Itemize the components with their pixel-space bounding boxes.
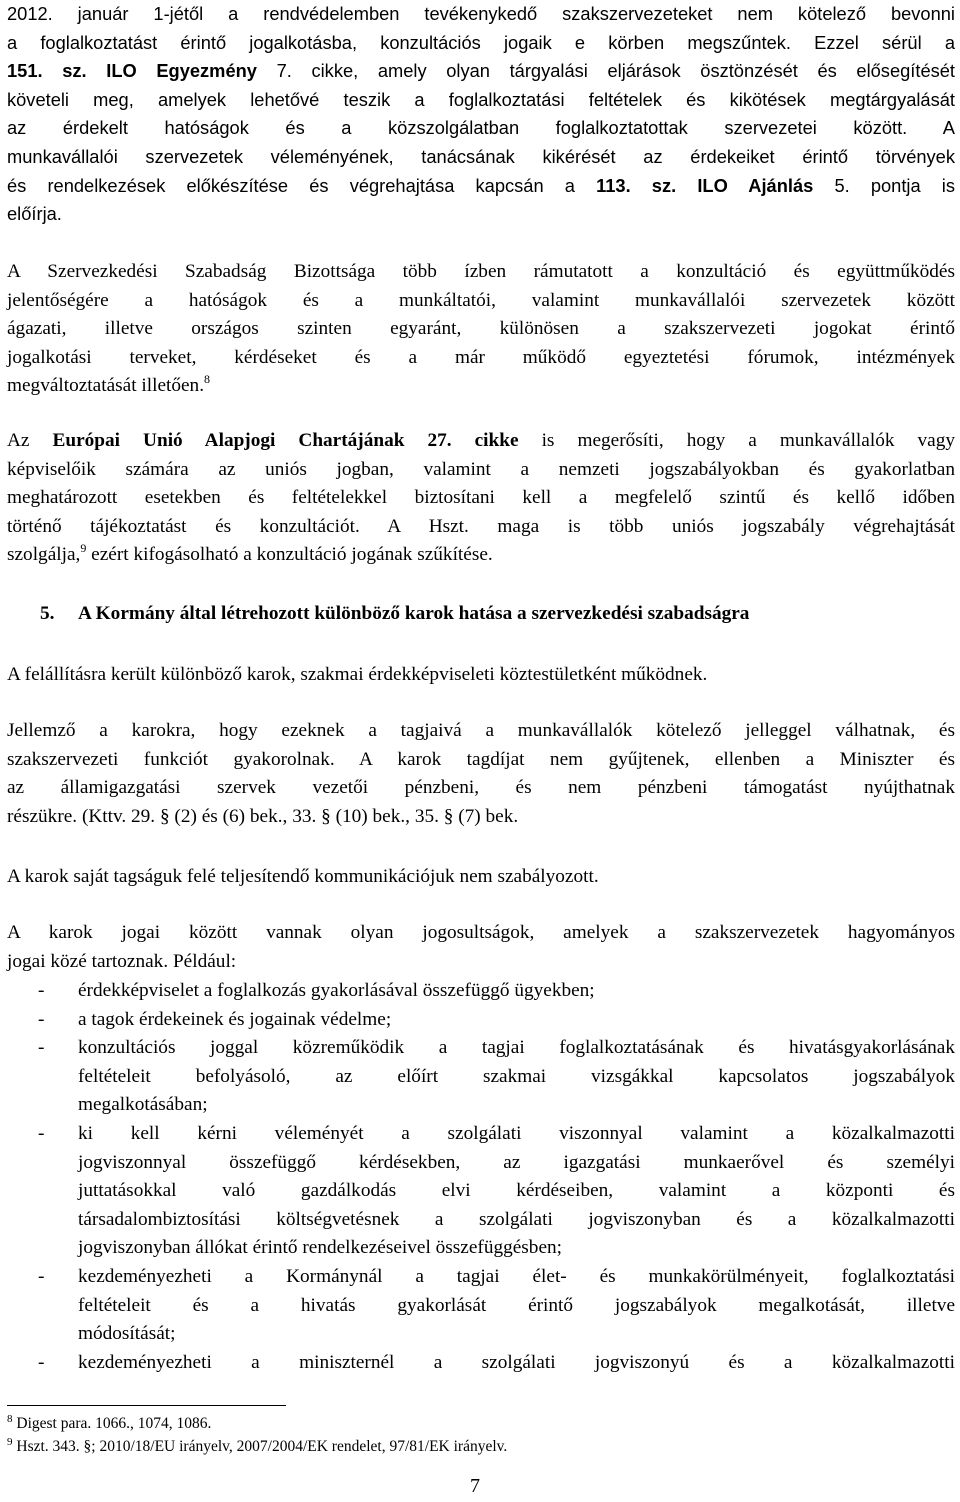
text-line: érdekképviselet a foglalkozás gyakorlásával összefüggő ügyekben; — [78, 980, 595, 1001]
rights-list — [38, 977, 955, 1377]
text-line: A felállításra került különböző karok, szakmai érdekképviseleti köztestületként működnek. — [7, 664, 708, 685]
text-line: jogalkotási terveket, kérdéseket és a már működő egyeztetési fórumok, intézmények — [7, 346, 955, 368]
text-line: jogviszonnyal összefüggő kérdésekben, az igazgatási munkaerővel és személyi — [78, 1151, 955, 1173]
page-number: 7 — [470, 1475, 480, 1497]
text-line: Jellemző a karokra, hogy ezeknek a tagjaivá a munkavállalók kötelező jelleggel válhatnak, és — [7, 720, 955, 741]
ilo-recommendation-ref: 113. sz. ILO Ajánlás — [596, 174, 814, 196]
footnote-text: Hszt. 343. §; 2010/18/EU irányelv, 2007/2004/EK rendelet, 97/81/EK irányelv. — [12, 1438, 508, 1455]
footnote-9 — [7, 1437, 507, 1457]
text-line: követeli meg, amelyek lehetővé teszik a foglalkoztatási feltételek és kikötések megtárgyalását — [7, 88, 955, 110]
paragraph-kommunikacio — [7, 863, 955, 892]
text-line: 2012. január 1-jétől a rendvédelemben tevékenykedő szakszervezeteket nem kötelező bevonni — [7, 3, 955, 24]
text-line: szakszervezeti funkciót gyakorolnak. A karok tagdíjat nem gyűjtenek, ellenben a Miniszter és — [7, 748, 955, 770]
list-dash: - — [38, 1122, 45, 1144]
section-heading — [40, 603, 955, 625]
text-line: megváltoztatását illetően.$^8$ — [7, 372, 211, 397]
text-line: juttatásokkal való gazdálkodás elvi kérdéseiben, valamint a központi és — [78, 1180, 955, 1202]
text-line: részükre. (Kttv. 29. § (2) és (6) bek., 33. § (10) bek., 35. § (7) bek. — [7, 805, 519, 827]
text-line: A karok jogai között vannak olyan jogosultságok, amelyek a szakszervezetek hagyományos — [7, 922, 955, 943]
text-line: az érdekelt hatóságok és a közszolgálatban foglalkoztatottak szervezetei között. A — [7, 117, 955, 139]
charter-ref: Európai Unió Alapjogi Chartájának 27. cikke — [52, 430, 519, 451]
text-line: és rendelkezések előkészítése és végrehajtása kapcsán a 113. sz. ILO Ajánlás 5. pontja is — [7, 174, 955, 196]
paragraph-karok-jogai — [7, 919, 955, 976]
text-line: feltételeit befolyásoló, az előírt szakmai vizsgákkal kapcsolatos jogszabályok — [78, 1065, 955, 1087]
text-line: Az Európai Unió Alapjogi Chartájának 27. cikke is megerősíti, hogy a munkavállalók vagy — [7, 430, 955, 451]
list-dash: - — [38, 1008, 45, 1030]
list-item — [38, 1006, 955, 1035]
list-item — [38, 1120, 955, 1263]
footnote-number: 9 — [7, 1436, 13, 1448]
paragraph-bizottsag — [7, 258, 955, 401]
text-line: megalkotásában; — [78, 1094, 208, 1116]
text-line: az államigazgatási szervek vezetői pénzbeni, és nem pénzbeni támogatást nyújthatnak — [7, 777, 955, 799]
ilo-convention-ref: 151. sz. ILO Egyezmény — [7, 60, 257, 82]
footnote-ref-9: 9 — [80, 541, 87, 556]
footnote-separator — [7, 1405, 286, 1406]
list-dash: - — [38, 1351, 45, 1373]
list-item — [38, 1349, 955, 1378]
text-line: a foglalkoztatást érintő jogalkotásba, konzultációs jogaik e körben megszűntek. Ezzel sérül a — [7, 31, 955, 53]
paragraph-rendvedelem — [7, 0, 955, 229]
text-line: történő tájékoztatást és konzultációt. A Hszt. maga is több uniós jogszabály végrehajtását — [7, 515, 955, 537]
text-line: jogviszonyban állókat érintő rendelkezéseivel összefüggésben; — [78, 1237, 563, 1259]
footnote-ref-8: 8 — [204, 372, 211, 387]
section-number: 5. — [40, 603, 55, 624]
text-line: 151. sz. ILO Egyezmény 7. cikke, amely olyan tárgyalási eljárások ösztönzését és elősegítését — [7, 60, 955, 82]
list-dash: - — [38, 980, 45, 1001]
text-line: kezdeményezheti a Kormánynál a tagjai élet- és munkakörülményeit, foglalkoztatási — [78, 1265, 955, 1287]
text-line: feltételeit és a hivatás gyakorlását érintő jogszabályok megalkotását, illetve — [78, 1294, 955, 1316]
text-line: A Szervezkedési Szabadság Bizottsága több ízben rámutatott a konzultáció és együttműködés — [7, 261, 955, 282]
text-line: társadalombiztosítási költségvetésnek a szolgálati jogviszonyban és a közalkalmazotti — [78, 1208, 955, 1230]
text-line: képviselőik számára az uniós jogban, valamint a nemzeti jogszabályokban és gyakorlatban — [7, 458, 955, 480]
list-dash: - — [38, 1037, 45, 1059]
text-line: konzultációs joggal közreműködik a tagjai foglalkoztatásának és hivatásgyakorlásának — [78, 1037, 955, 1059]
list-dash: - — [38, 1265, 45, 1287]
text-line: ágazati, illetve országos szinten egyaránt, különösen a szakszervezeti jogokat érintő — [7, 318, 955, 340]
text-line: jogai közé tartoznak. Például: — [7, 950, 237, 972]
text-line: szolgálja,$^9$ ezért kifogásolható a konzultáció jogának szűkítése. — [7, 541, 493, 566]
list-item — [38, 977, 955, 1006]
text-line: meghatározott esetekben és feltételekkel biztosítani kell a megfelelő szintű és kellő időben — [7, 487, 955, 509]
text-line: előírja. — [7, 203, 62, 225]
text-line: munkavállalói szervezetek véleményének, tanácsának kikérését az érdekeiket érintő törvények — [7, 145, 955, 167]
footnote-8 — [7, 1414, 211, 1434]
text-line: A karok saját tagságuk felé teljesítendő kommunikációjuk nem szabályozott. — [7, 866, 599, 887]
paragraph-charta — [7, 427, 955, 570]
section-title: A Kormány által létrehozott különböző karok hatása a szervezkedési szabadságra — [78, 603, 750, 624]
footnote-number: 8 — [7, 1413, 13, 1425]
paragraph-karok-jellemzo — [7, 717, 955, 831]
list-item — [38, 1034, 955, 1120]
paragraph-karok-felallitasa — [7, 661, 955, 690]
footnote-text: Digest para. 1066., 1074, 1086. — [12, 1415, 212, 1432]
text-line: ki kell kérni véleményét a szolgálati viszonnyal valamint a közalkalmazotti — [78, 1122, 955, 1144]
text-line: jelentőségére a hatóságok és a munkáltatói, valamint munkavállalói szervezetek között — [7, 289, 955, 311]
text-line: módosítását; — [78, 1323, 176, 1345]
text-line: a tagok érdekeinek és jogainak védelme; — [78, 1008, 392, 1030]
list-item — [38, 1263, 955, 1349]
text-line: kezdeményezheti a miniszternél a szolgálati jogviszonyú és a közalkalmazotti — [78, 1351, 955, 1373]
